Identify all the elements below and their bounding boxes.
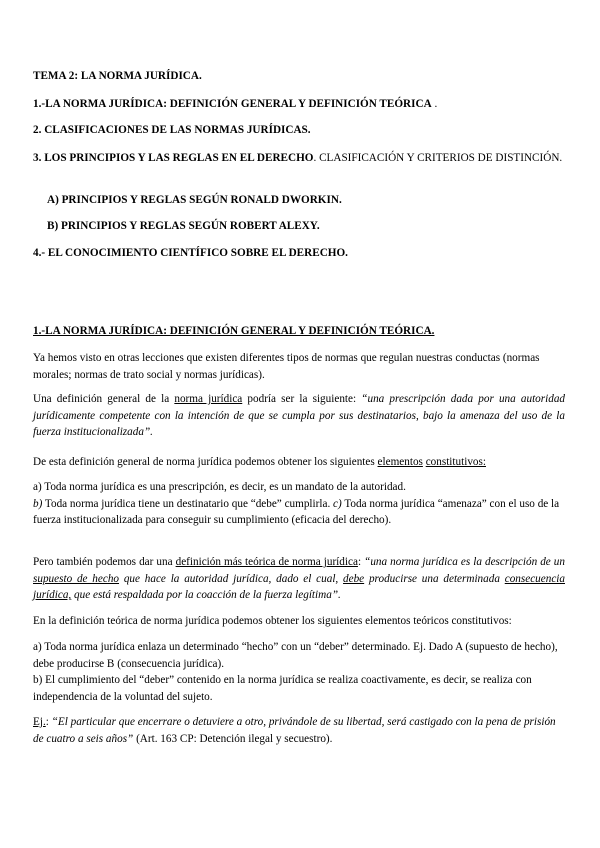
- general-element-b-label: b): [33, 497, 43, 510]
- elements-underlined-2: constitutivos:: [425, 456, 486, 468]
- index-item-1-text: 1.-LA NORMA JURÍDICA: DEFINICIÓN GENERAL Y DEFINICIÓN TEÓRICA: [33, 98, 432, 110]
- general-element-a: a) Toda norma jurídica es una prescripción, es decir, es un mandato de la autoridad.: [33, 481, 406, 493]
- theoretical-element-b: b) El cumplimiento del “deber” contenido en la norma jurídica se realiza coactivamente, es decir, se realiza con independencia de la voluntad del sujeto.: [33, 674, 532, 703]
- def2-underlined: definición más teórica de norma jurídica: [175, 556, 358, 568]
- def2-quote-4: que está respaldada por la coacción de la fuerza legítima”.: [71, 589, 341, 601]
- general-element-b: Toda norma jurídica tiene un destinatario que “debe” cumplirla.: [42, 497, 334, 510]
- theoretical-definition-paragraph: [33, 554, 565, 604]
- example-reference: (Art. 163 CP: Detención ilegal y secuestro).: [133, 732, 333, 745]
- example-paragraph: [33, 714, 565, 747]
- example-colon: :: [45, 716, 52, 728]
- general-element-c-label: c): [333, 497, 342, 510]
- index-item-4: 4.- EL CONOCIMIENTO CIENTÍFICO SOBRE EL DERECHO.: [33, 247, 348, 259]
- def1-quote: “una prescripción dada por una autoridad jurídicamente competente con la intención de que se cumpla por sus destinatarios, bajo la amenaza del uso de la fuerza institucionalizada”.: [33, 393, 566, 438]
- general-element-b-c: [33, 496, 565, 529]
- example-quote: “El particular que encerrare o detuviere a otro, privándole de su libertad, será castigado con la pena de prisión de cuatro a seis años”: [33, 716, 556, 745]
- topic-title: TEMA 2: LA NORMA JURÍDICA.: [33, 70, 202, 82]
- general-definition-paragraph: [33, 391, 565, 441]
- section-heading: [33, 323, 565, 340]
- index-item-3a: A) PRINCIPIOS Y REGLAS SEGÚN RONALD DWORKIN.: [47, 194, 342, 206]
- theoretical-element-a: a) Toda norma jurídica enlaza un determinado “hecho” con un “deber” determinado. Ej. Dado A (supuesto de hecho), debe producirse B (consecuencia jurídica).: [33, 641, 558, 670]
- section-heading-text: 1.-LA NORMA JURÍDICA: DEFINICIÓN GENERAL Y DEFINICIÓN TEÓRICA.: [33, 325, 435, 337]
- index-item-1-end: .: [431, 98, 438, 110]
- def1-text-b: podría ser la siguiente:: [242, 393, 362, 405]
- def2-quote-underlined-3: consecuencia jurídica,: [33, 572, 565, 601]
- index-item-3: [33, 150, 565, 167]
- index-item-3b: B) PRINCIPIOS Y REGLAS SEGÚN ROBERT ALEXY.: [47, 220, 320, 232]
- general-elements-list: [33, 479, 565, 529]
- def2-quote-underlined-1: supuesto de hecho: [33, 572, 120, 585]
- def2-quote-underlined-2: debe: [343, 572, 365, 585]
- def2-quote-1: “una norma jurídica es la descripción de un: [364, 556, 565, 568]
- def1-underlined: norma jurídica: [174, 393, 243, 405]
- elements-intro-text: De esta definición general de norma jurídica podemos obtener los siguientes: [33, 456, 378, 468]
- def2-quote-3: producirse una determinada: [364, 572, 505, 585]
- intro-paragraph: Ya hemos visto en otras lecciones que existen diferentes tipos de normas que regulan nuestras conductas (normas morales; normas de trato social y normas jurídicas).: [33, 352, 540, 381]
- def1-text-a: Una definición general de la: [33, 393, 175, 405]
- elements-underlined-1: elementos: [377, 456, 423, 468]
- index-item-3-bold: 3. LOS PRINCIPIOS Y LAS REGLAS EN EL DERECHO: [33, 152, 314, 164]
- theoretical-elements-intro: En la definición teórica de norma jurídica podemos obtener los siguientes elementos teóricos constitutivos:: [33, 615, 512, 627]
- general-element-c: Toda norma jurídica “amenaza” con el uso de la fuerza institucionalizada para conseguir su cumplimiento (eficacia del derecho).: [33, 497, 560, 526]
- index-item-3-rest: . CLASIFICACIÓN Y CRITERIOS DE DISTINCIÓN.: [313, 152, 563, 164]
- example-label: Ej.: [33, 716, 46, 728]
- elements-intro: [33, 454, 565, 471]
- def2-quote-2: que hace la autoridad jurídica, dado el cual,: [119, 572, 344, 585]
- index-item-2: 2. CLASIFICACIONES DE LAS NORMAS JURÍDICAS.: [33, 124, 311, 136]
- def2-text-b: :: [357, 556, 365, 568]
- def2-text-a: Pero también podemos dar una: [33, 556, 176, 568]
- index-item-1: [33, 96, 565, 113]
